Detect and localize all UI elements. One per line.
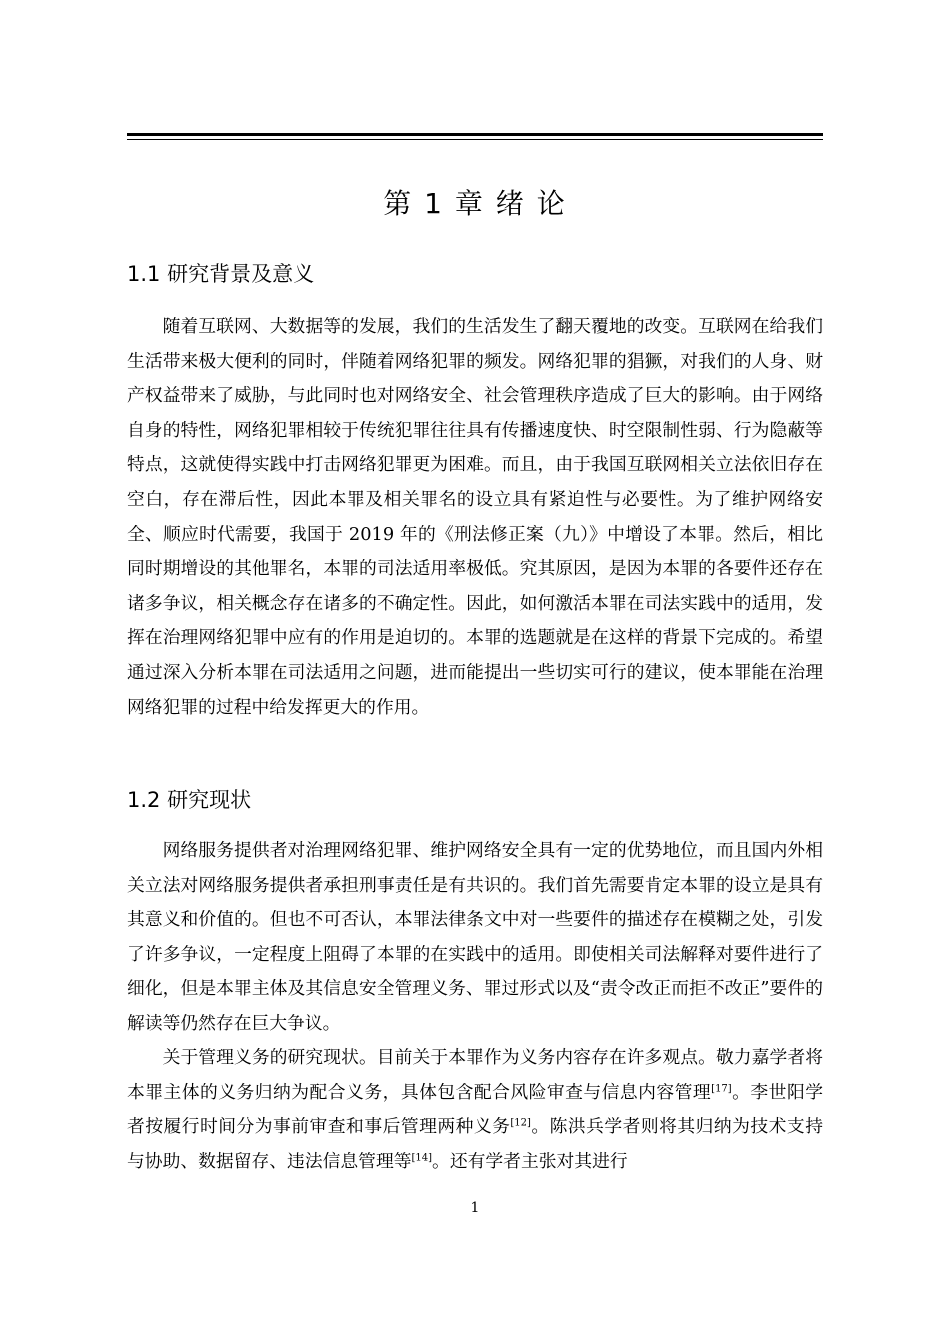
paragraph-text-part-2: 。李世阳学者按履行时间分为事前审查和事后管理两种义务 [127, 1081, 823, 1138]
header-rule-thin [127, 139, 823, 140]
citation-12: [12] [510, 1117, 531, 1129]
paragraph-text-part-1: 关于管理义务的研究现状。目前关于本罪作为义务内容存在许多观点。敬力嘉学者将本罪主体的义务归纳为配合义务，具体包含配合风险审查与信息内容管理 [127, 1047, 823, 1103]
section-heading-1-2: 1.2 研究现状 [127, 788, 252, 812]
paragraph-text-part-3: 。陈洪兵学者则将其归纳为技术支持与协助、数据留存、违法信息管理等 [127, 1116, 823, 1172]
header-rule-thick [127, 133, 823, 136]
section-heading-1-1: 1.1 研究背景及意义 [127, 262, 315, 286]
citation-14: [14] [411, 1152, 433, 1164]
paragraph-background: 随着互联网、大数据等的发展，我们的生活发生了翻天覆地的改变。互联网在给我们生活带来极大便利的同时，伴随着网络犯罪的频发。网络犯罪的猖獗，对我们的人身、财产权益带来了威胁，与此同时也对网络安全、社会管理秩序造成了巨大的影响。由于网络自身的特性，网络犯罪相较于传统犯罪往往具有传播速度快、时空限制性弱、行为隐蔽等特点，这就使得实践中打击网络犯罪更为困难。而且，由于我国互联网相关立法依旧存在空白，存在滞后性，因此本罪及相关罪名的设立具有紧迫性与必要性。为了维护网络安全、顺应时代需要，我国于 2019 年的《刑法修正案（九）》中增设了本罪。然后，相比同时期增设的其他罪名，本罪的司法适用率极低。究其原因，是因为本罪的各要件还存在诸多争议，相关概念存在诸多的不确定性。因此，如何激活本罪在司法实践中的适用，发挥在治理网络犯罪中应有的作用是迫切的。本罪的选题就是在这样的背景下完成的。希望通过深入分析本罪在司法适用之问题，进而能提出一些切实可行的建议，使本罪能在治理网络犯罪的过程中给发挥更大的作用。 [127, 316, 823, 718]
chapter-title: 第 1 章 绪 论 [383, 187, 567, 220]
paragraph-management-duty [127, 1041, 823, 1179]
page-number: 1 [470, 1200, 480, 1216]
paragraph-text-part-4: 。还有学者主张对其进行 [432, 1150, 628, 1172]
paragraph-research-status: 网络服务提供者对治理网络犯罪、维护网络安全具有一定的优势地位，而且国内外相关立法对网络服务提供者承担刑事责任是有共识的。我们首先需要肯定本罪的设立是具有其意义和价值的。但也不可否认，本罪法律条文中对一些要件的描述存在模糊之处，引发了许多争议，一定程度上阻碍了本罪的在实践中的适用。即使相关司法解释对要件进行了细化，但是本罪主体及其信息安全管理义务、罪过形式以及“责令改正而拒不改正”要件的解读等仍然存在巨大争议。 [127, 840, 823, 1034]
citation-17: [17] [711, 1083, 732, 1095]
